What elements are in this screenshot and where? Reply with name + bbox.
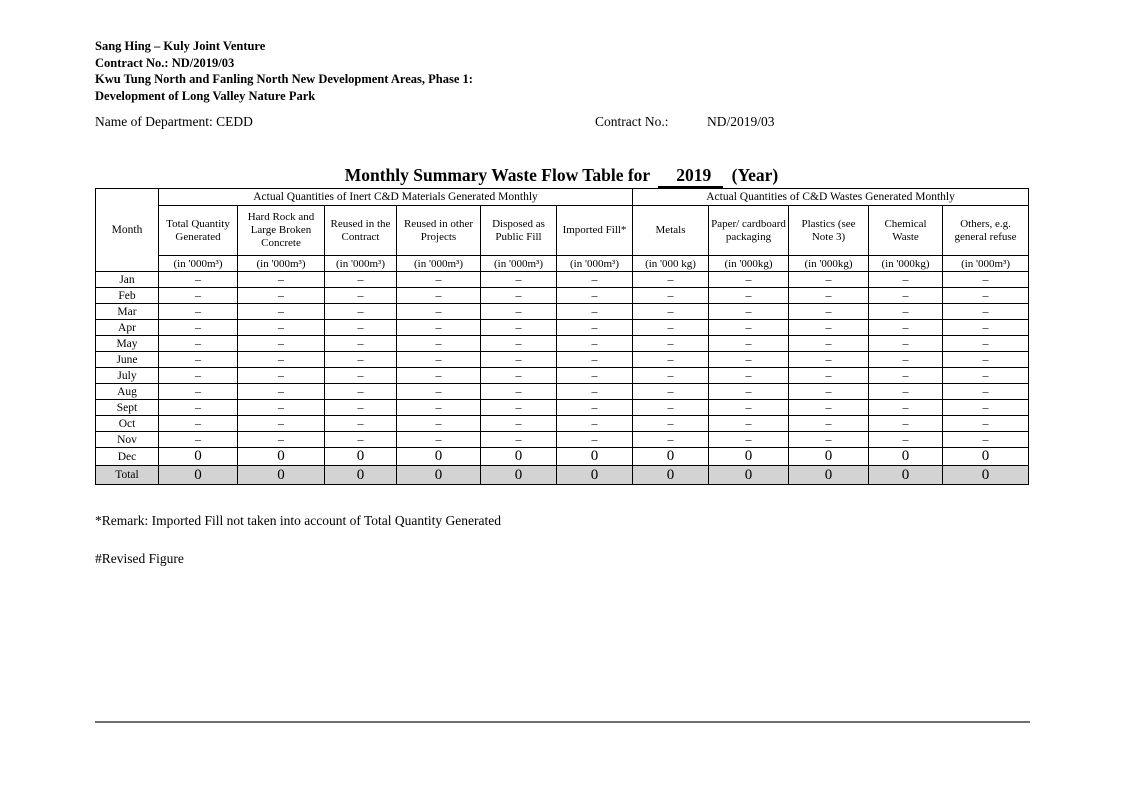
value-cell: – bbox=[481, 336, 557, 352]
col-header: Reused in the Contract bbox=[325, 206, 397, 256]
value-cell: – bbox=[789, 400, 869, 416]
value-cell: – bbox=[557, 432, 633, 448]
title-prefix: Monthly Summary Waste Flow Table for bbox=[344, 165, 650, 185]
value-cell: – bbox=[238, 272, 325, 288]
value-cell: – bbox=[869, 368, 943, 384]
value-cell: – bbox=[789, 432, 869, 448]
value-cell: – bbox=[325, 352, 397, 368]
unit-cell: (in '000m³) bbox=[325, 256, 397, 272]
value-cell: – bbox=[397, 400, 481, 416]
value-cell: – bbox=[943, 304, 1029, 320]
value-cell: 0 bbox=[557, 466, 633, 485]
unit-cell: (in '000m³) bbox=[238, 256, 325, 272]
units-row bbox=[96, 256, 1029, 272]
group-header-wastes: Actual Quantities of C&D Wastes Generated Monthly bbox=[633, 189, 1029, 206]
value-cell: – bbox=[709, 400, 789, 416]
value-cell: – bbox=[633, 384, 709, 400]
month-cell: Jan bbox=[96, 272, 159, 288]
value-cell: – bbox=[557, 320, 633, 336]
value-cell: 0 bbox=[789, 466, 869, 485]
title-suffix: (Year) bbox=[731, 165, 779, 185]
value-cell: – bbox=[397, 288, 481, 304]
value-cell: – bbox=[943, 368, 1029, 384]
value-cell: – bbox=[557, 400, 633, 416]
value-cell: – bbox=[557, 368, 633, 384]
value-cell: – bbox=[481, 384, 557, 400]
month-row bbox=[96, 368, 1029, 384]
value-cell: – bbox=[159, 336, 238, 352]
value-cell: – bbox=[869, 416, 943, 432]
value-cell: – bbox=[325, 368, 397, 384]
value-cell: – bbox=[709, 432, 789, 448]
value-cell: – bbox=[159, 368, 238, 384]
value-cell: – bbox=[943, 384, 1029, 400]
month-row bbox=[96, 272, 1029, 288]
month-cell: June bbox=[96, 352, 159, 368]
value-cell: 0 bbox=[481, 466, 557, 485]
value-cell: – bbox=[557, 336, 633, 352]
month-row bbox=[96, 352, 1029, 368]
value-cell: – bbox=[709, 288, 789, 304]
value-cell: – bbox=[789, 304, 869, 320]
footer-divider bbox=[95, 721, 1030, 723]
value-cell: – bbox=[397, 384, 481, 400]
value-cell: – bbox=[159, 432, 238, 448]
value-cell: – bbox=[238, 336, 325, 352]
col-header: Metals bbox=[633, 206, 709, 256]
letterhead-line-4: Development of Long Valley Nature Park bbox=[95, 88, 316, 103]
value-cell: – bbox=[633, 368, 709, 384]
value-cell: – bbox=[943, 416, 1029, 432]
value-cell: – bbox=[159, 320, 238, 336]
value-cell: 0 bbox=[557, 448, 633, 466]
value-cell: – bbox=[869, 304, 943, 320]
value-cell: – bbox=[869, 352, 943, 368]
value-cell: – bbox=[159, 384, 238, 400]
meta-row bbox=[95, 114, 1028, 132]
month-row bbox=[96, 448, 1029, 466]
value-cell: – bbox=[709, 272, 789, 288]
table-body bbox=[96, 272, 1029, 485]
value-cell: – bbox=[325, 288, 397, 304]
value-cell: 0 bbox=[238, 466, 325, 485]
value-cell: 0 bbox=[943, 466, 1029, 485]
value-cell: – bbox=[325, 384, 397, 400]
remark-note: *Remark: Imported Fill not taken into account of Total Quantity Generated bbox=[95, 513, 501, 528]
value-cell: – bbox=[159, 416, 238, 432]
value-cell: – bbox=[789, 352, 869, 368]
value-cell: – bbox=[709, 384, 789, 400]
value-cell: – bbox=[238, 304, 325, 320]
month-row bbox=[96, 384, 1029, 400]
revised-figure-note: #Revised Figure bbox=[95, 551, 184, 566]
value-cell: 0 bbox=[481, 448, 557, 466]
contract-number-label: Contract No.: bbox=[595, 114, 669, 129]
value-cell: 0 bbox=[159, 448, 238, 466]
department-name: Name of Department: CEDD bbox=[95, 114, 253, 129]
value-cell: – bbox=[159, 304, 238, 320]
value-cell: 0 bbox=[943, 448, 1029, 466]
value-cell: – bbox=[633, 304, 709, 320]
value-cell: – bbox=[709, 320, 789, 336]
col-header: Others, e.g. general refuse bbox=[943, 206, 1029, 256]
value-cell: 0 bbox=[633, 466, 709, 485]
value-cell: – bbox=[481, 272, 557, 288]
value-cell: 0 bbox=[159, 466, 238, 485]
value-cell: 0 bbox=[238, 448, 325, 466]
value-cell: – bbox=[869, 320, 943, 336]
letterhead bbox=[95, 38, 473, 104]
value-cell: – bbox=[397, 432, 481, 448]
value-cell: – bbox=[633, 416, 709, 432]
value-cell: – bbox=[869, 288, 943, 304]
month-cell: Aug bbox=[96, 384, 159, 400]
value-cell: – bbox=[557, 288, 633, 304]
value-cell: – bbox=[481, 400, 557, 416]
month-row bbox=[96, 416, 1029, 432]
month-corner-header: Month bbox=[96, 189, 159, 272]
month-row bbox=[96, 336, 1029, 352]
contract-number-value: ND/2019/03 bbox=[707, 114, 775, 129]
value-cell: – bbox=[325, 272, 397, 288]
value-cell: – bbox=[709, 416, 789, 432]
waste-flow-table bbox=[95, 188, 1029, 485]
value-cell: – bbox=[709, 368, 789, 384]
value-cell: – bbox=[159, 288, 238, 304]
value-cell: – bbox=[325, 320, 397, 336]
unit-cell: (in '000m³) bbox=[557, 256, 633, 272]
value-cell: – bbox=[325, 416, 397, 432]
value-cell: – bbox=[789, 336, 869, 352]
value-cell: – bbox=[481, 352, 557, 368]
value-cell: – bbox=[481, 416, 557, 432]
value-cell: – bbox=[238, 432, 325, 448]
value-cell: – bbox=[397, 304, 481, 320]
value-cell: – bbox=[943, 272, 1029, 288]
value-cell: 0 bbox=[869, 448, 943, 466]
value-cell: – bbox=[238, 400, 325, 416]
value-cell: – bbox=[943, 320, 1029, 336]
value-cell: – bbox=[325, 400, 397, 416]
value-cell: – bbox=[325, 336, 397, 352]
month-row bbox=[96, 320, 1029, 336]
value-cell: – bbox=[633, 320, 709, 336]
value-cell: – bbox=[557, 416, 633, 432]
value-cell: – bbox=[709, 336, 789, 352]
value-cell: – bbox=[159, 272, 238, 288]
month-cell: Apr bbox=[96, 320, 159, 336]
unit-cell: (in '000m³) bbox=[481, 256, 557, 272]
value-cell: – bbox=[789, 272, 869, 288]
month-cell: Sept bbox=[96, 400, 159, 416]
value-cell: – bbox=[159, 400, 238, 416]
value-cell: – bbox=[789, 288, 869, 304]
value-cell: – bbox=[633, 400, 709, 416]
title-year: 2019 bbox=[658, 165, 723, 188]
value-cell: – bbox=[238, 416, 325, 432]
value-cell: – bbox=[481, 432, 557, 448]
value-cell: – bbox=[481, 320, 557, 336]
unit-cell: (in '000m³) bbox=[397, 256, 481, 272]
value-cell: – bbox=[943, 352, 1029, 368]
value-cell: – bbox=[557, 272, 633, 288]
value-cell: – bbox=[238, 320, 325, 336]
value-cell: – bbox=[633, 272, 709, 288]
unit-cell: (in '000kg) bbox=[869, 256, 943, 272]
column-header-row bbox=[96, 206, 1029, 256]
value-cell: – bbox=[633, 432, 709, 448]
value-cell: – bbox=[869, 384, 943, 400]
value-cell: 0 bbox=[397, 466, 481, 485]
col-header: Total Quantity Generated bbox=[159, 206, 238, 256]
value-cell: – bbox=[943, 432, 1029, 448]
month-cell: July bbox=[96, 368, 159, 384]
month-row bbox=[96, 304, 1029, 320]
col-header: Hard Rock and Large Broken Concrete bbox=[238, 206, 325, 256]
month-cell: Oct bbox=[96, 416, 159, 432]
value-cell: – bbox=[238, 352, 325, 368]
page-title bbox=[95, 165, 1028, 188]
value-cell: – bbox=[397, 368, 481, 384]
month-row bbox=[96, 288, 1029, 304]
value-cell: – bbox=[709, 304, 789, 320]
value-cell: – bbox=[789, 384, 869, 400]
value-cell: – bbox=[481, 304, 557, 320]
value-cell: – bbox=[238, 288, 325, 304]
value-cell: – bbox=[943, 288, 1029, 304]
unit-cell: (in '000 kg) bbox=[633, 256, 709, 272]
value-cell: – bbox=[943, 400, 1029, 416]
value-cell: – bbox=[557, 304, 633, 320]
value-cell: – bbox=[325, 304, 397, 320]
value-cell: 0 bbox=[397, 448, 481, 466]
total-row bbox=[96, 466, 1029, 485]
value-cell: 0 bbox=[325, 466, 397, 485]
col-header: Reused in other Projects bbox=[397, 206, 481, 256]
value-cell: – bbox=[481, 368, 557, 384]
letterhead-line-3: Kwu Tung North and Fanling North New Development Areas, Phase 1: bbox=[95, 72, 473, 86]
value-cell: 0 bbox=[869, 466, 943, 485]
col-header: Imported Fill* bbox=[557, 206, 633, 256]
month-cell: Total bbox=[96, 466, 159, 485]
group-header-row bbox=[96, 189, 1029, 206]
value-cell: – bbox=[789, 416, 869, 432]
month-row bbox=[96, 400, 1029, 416]
value-cell: – bbox=[481, 288, 557, 304]
value-cell: – bbox=[557, 384, 633, 400]
month-cell: Feb bbox=[96, 288, 159, 304]
letterhead-line-2: Contract No.: ND/2019/03 bbox=[95, 55, 235, 70]
month-cell: Mar bbox=[96, 304, 159, 320]
value-cell: – bbox=[869, 400, 943, 416]
col-header: Chemical Waste bbox=[869, 206, 943, 256]
value-cell: – bbox=[397, 352, 481, 368]
value-cell: – bbox=[869, 272, 943, 288]
unit-cell: (in '000m³) bbox=[943, 256, 1029, 272]
value-cell: – bbox=[789, 320, 869, 336]
value-cell: – bbox=[397, 272, 481, 288]
value-cell: 0 bbox=[325, 448, 397, 466]
value-cell: – bbox=[633, 336, 709, 352]
value-cell: – bbox=[557, 352, 633, 368]
value-cell: – bbox=[633, 352, 709, 368]
month-cell: Dec bbox=[96, 448, 159, 466]
month-cell: May bbox=[96, 336, 159, 352]
col-header: Disposed as Public Fill bbox=[481, 206, 557, 256]
group-header-inert: Actual Quantities of Inert C&D Materials Generated Monthly bbox=[159, 189, 633, 206]
value-cell: – bbox=[869, 336, 943, 352]
value-cell: – bbox=[238, 368, 325, 384]
value-cell: – bbox=[943, 336, 1029, 352]
value-cell: – bbox=[397, 416, 481, 432]
col-header: Paper/ cardboard packaging bbox=[709, 206, 789, 256]
month-row bbox=[96, 432, 1029, 448]
unit-cell: (in '000m³) bbox=[159, 256, 238, 272]
letterhead-line-1: Sang Hing – Kuly Joint Venture bbox=[95, 39, 266, 53]
col-header: Plastics (see Note 3) bbox=[789, 206, 869, 256]
value-cell: – bbox=[397, 336, 481, 352]
value-cell: – bbox=[633, 288, 709, 304]
value-cell: 0 bbox=[709, 448, 789, 466]
unit-cell: (in '000kg) bbox=[709, 256, 789, 272]
value-cell: – bbox=[709, 352, 789, 368]
unit-cell: (in '000kg) bbox=[789, 256, 869, 272]
value-cell: 0 bbox=[633, 448, 709, 466]
value-cell: – bbox=[238, 384, 325, 400]
value-cell: – bbox=[325, 432, 397, 448]
value-cell: – bbox=[869, 432, 943, 448]
value-cell: 0 bbox=[709, 466, 789, 485]
value-cell: – bbox=[159, 352, 238, 368]
value-cell: – bbox=[397, 320, 481, 336]
month-cell: Nov bbox=[96, 432, 159, 448]
value-cell: 0 bbox=[789, 448, 869, 466]
value-cell: – bbox=[789, 368, 869, 384]
